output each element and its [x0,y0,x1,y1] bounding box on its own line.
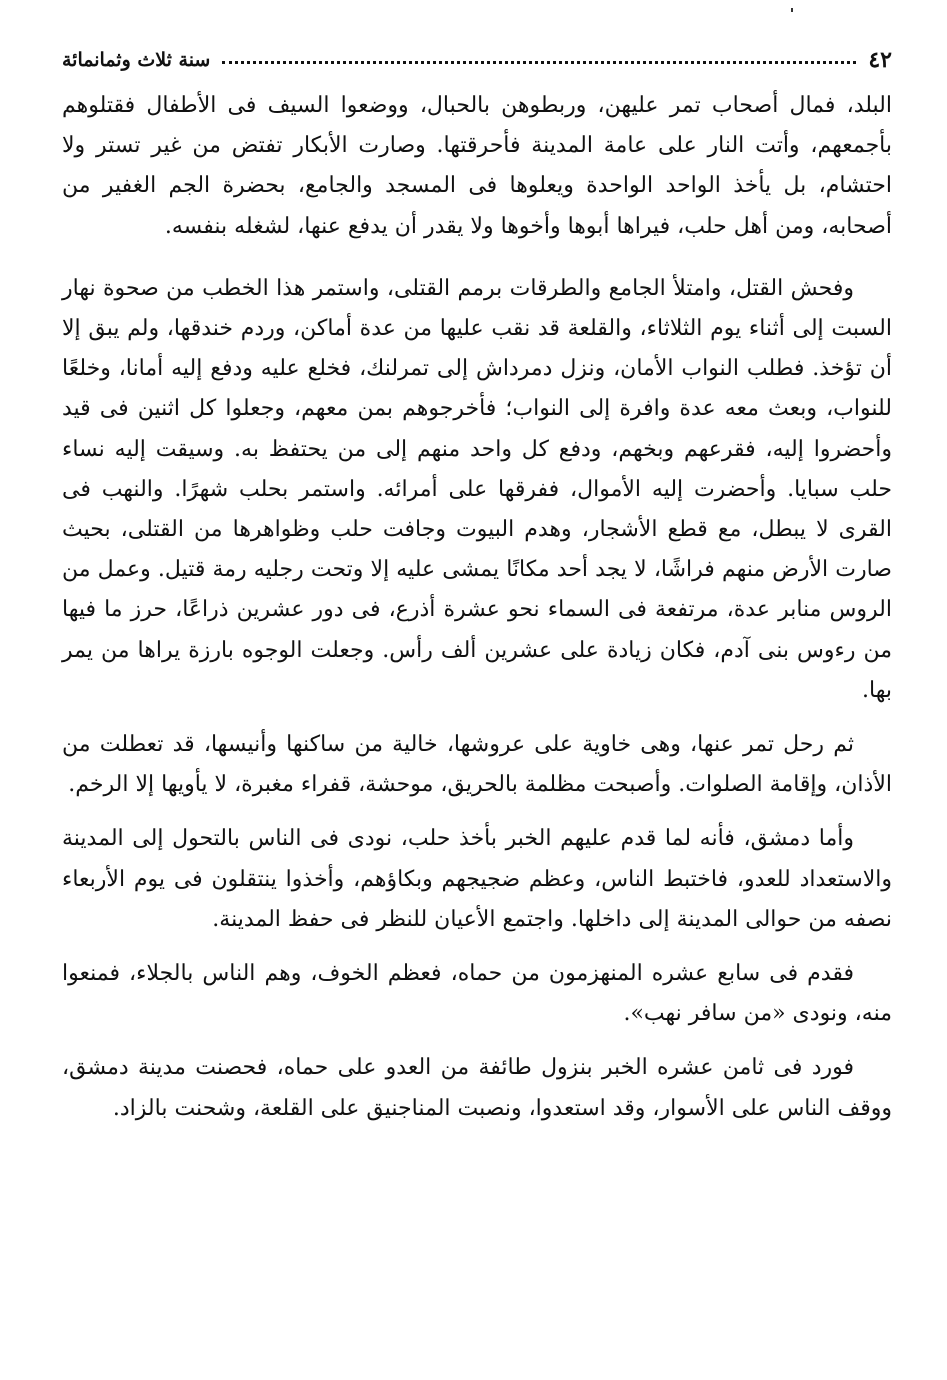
page-number: ٤٢ [868,47,892,73]
paragraph-3: ثم رحل تمر عنها، وهى خاوية على عروشها، خالية من ساكنها وأنيسها، قد تعطلت من الأذان، وإقامة الصلوات. وأصبحت مظلمة بالحريق، موحشة، قفراء مغبرة، لا يأويها إلا الرخم. [62,732,892,798]
header-leader-dots [222,61,856,64]
running-title: سنة ثلاث وثمانمائة [62,49,211,71]
paragraph-2: وفحش القتل، وامتلأ الجامع والطرقات برمم القتلى، واستمر هذا الخطب من صحوة نهار السبت إلى أثناء يوم الثلاثاء، والقلعة قد نقب عليها من عدة أماكن، وردم خندقها، ولم يبق إلا أن تؤخذ. فطلب النواب الأمان، ونزل دمرداش إلى تمرلنك، فخلع عليه ودفع إليه أمانا، وخلعًا للنواب، وبعث معه عدة وافرة إلى النواب؛ فأخرجوهم بمن معهم، وجعلوا كل اثنين فى قيد وأحضروا إليه، فقرعهم وبخهم، ودفع كل واحد منهم إلى من يحتفظ به. وسيقت إليه نساء حلب سبايا. وأحضرت إليه الأموال، ففرقها على أمرائه. واستمر بحلب شهرًا. والنهب فى القرى لا يبطل، مع قطع الأشجار، وهدم البيوت وجافت حلب وظواهرها من القتلى، بحيث صارت الأرض منهم فراشًا، لا يجد أحد مكانًا يمشى عليه إلا وتحت رجليه رمة قتيل. وعمل من الروس منابر عدة، مرتفعة فى السماء نحو عشرة أذرع، فى دور عشرين ذراعًا، حرز ما فيها من رءوس بنى آدم، فكان زيادة على عشرين ألف رأس. وجعلت الوجوه بارزة يراها من يمر بها. [62,275,892,703]
paragraph-4: وأما دمشق، فأنه لما قدم عليهم الخبر بأخذ حلب، نودى فى الناس بالتحول إلى المدينة والاستعداد للعدو، فاختبط الناس، وعظم ضجيجهم وبكاؤهم، وأخذوا ينتقلون فى يوم الأربعاء نصفه من حوالى المدينة إلى داخلها. واجتمع الأعيان للنظر فى حفظ المدينة. [62,826,892,932]
document-page [62,40,892,1129]
paragraph-5: فقدم فى سابع عشره المنهزمون من حماه، فعظم الخوف، وهم الناس بالجلاء، فمنعوا منه، ونودى «من سافر نهب». [62,961,892,1027]
paragraph-6: فورد فى ثامن عشره الخبر بنزول طائفة من العدو على حماه، فحصنت مدينة دمشق، ووقف الناس على الأسوار، وقد استعدوا، ونصبت المناجنيق على القلعة، وشحنت بالزاد. [62,1055,892,1121]
paragraph-1: البلد، فمال أصحاب تمر عليهن، وربطوهن بالحبال، ووضعوا السيف فى الأطفال فقتلوهم بأجمعهم، وأتت النار على عامة المدينة فأحرقتها. وصارت الأبكار تفتض من غير تستر ولا احتشام، بل يأخذ الواحد الواحدة ويعلوها فى المسجد والجامع، بحضرة الجم الغفير من أصحابه، ومن أهل حلب، فيراها أبوها وأخوها ولا يقدر أن يدفع عنها، لشغله بنفسه. [62,93,892,239]
page-header [62,40,892,80]
scan-mark [791,8,793,12]
